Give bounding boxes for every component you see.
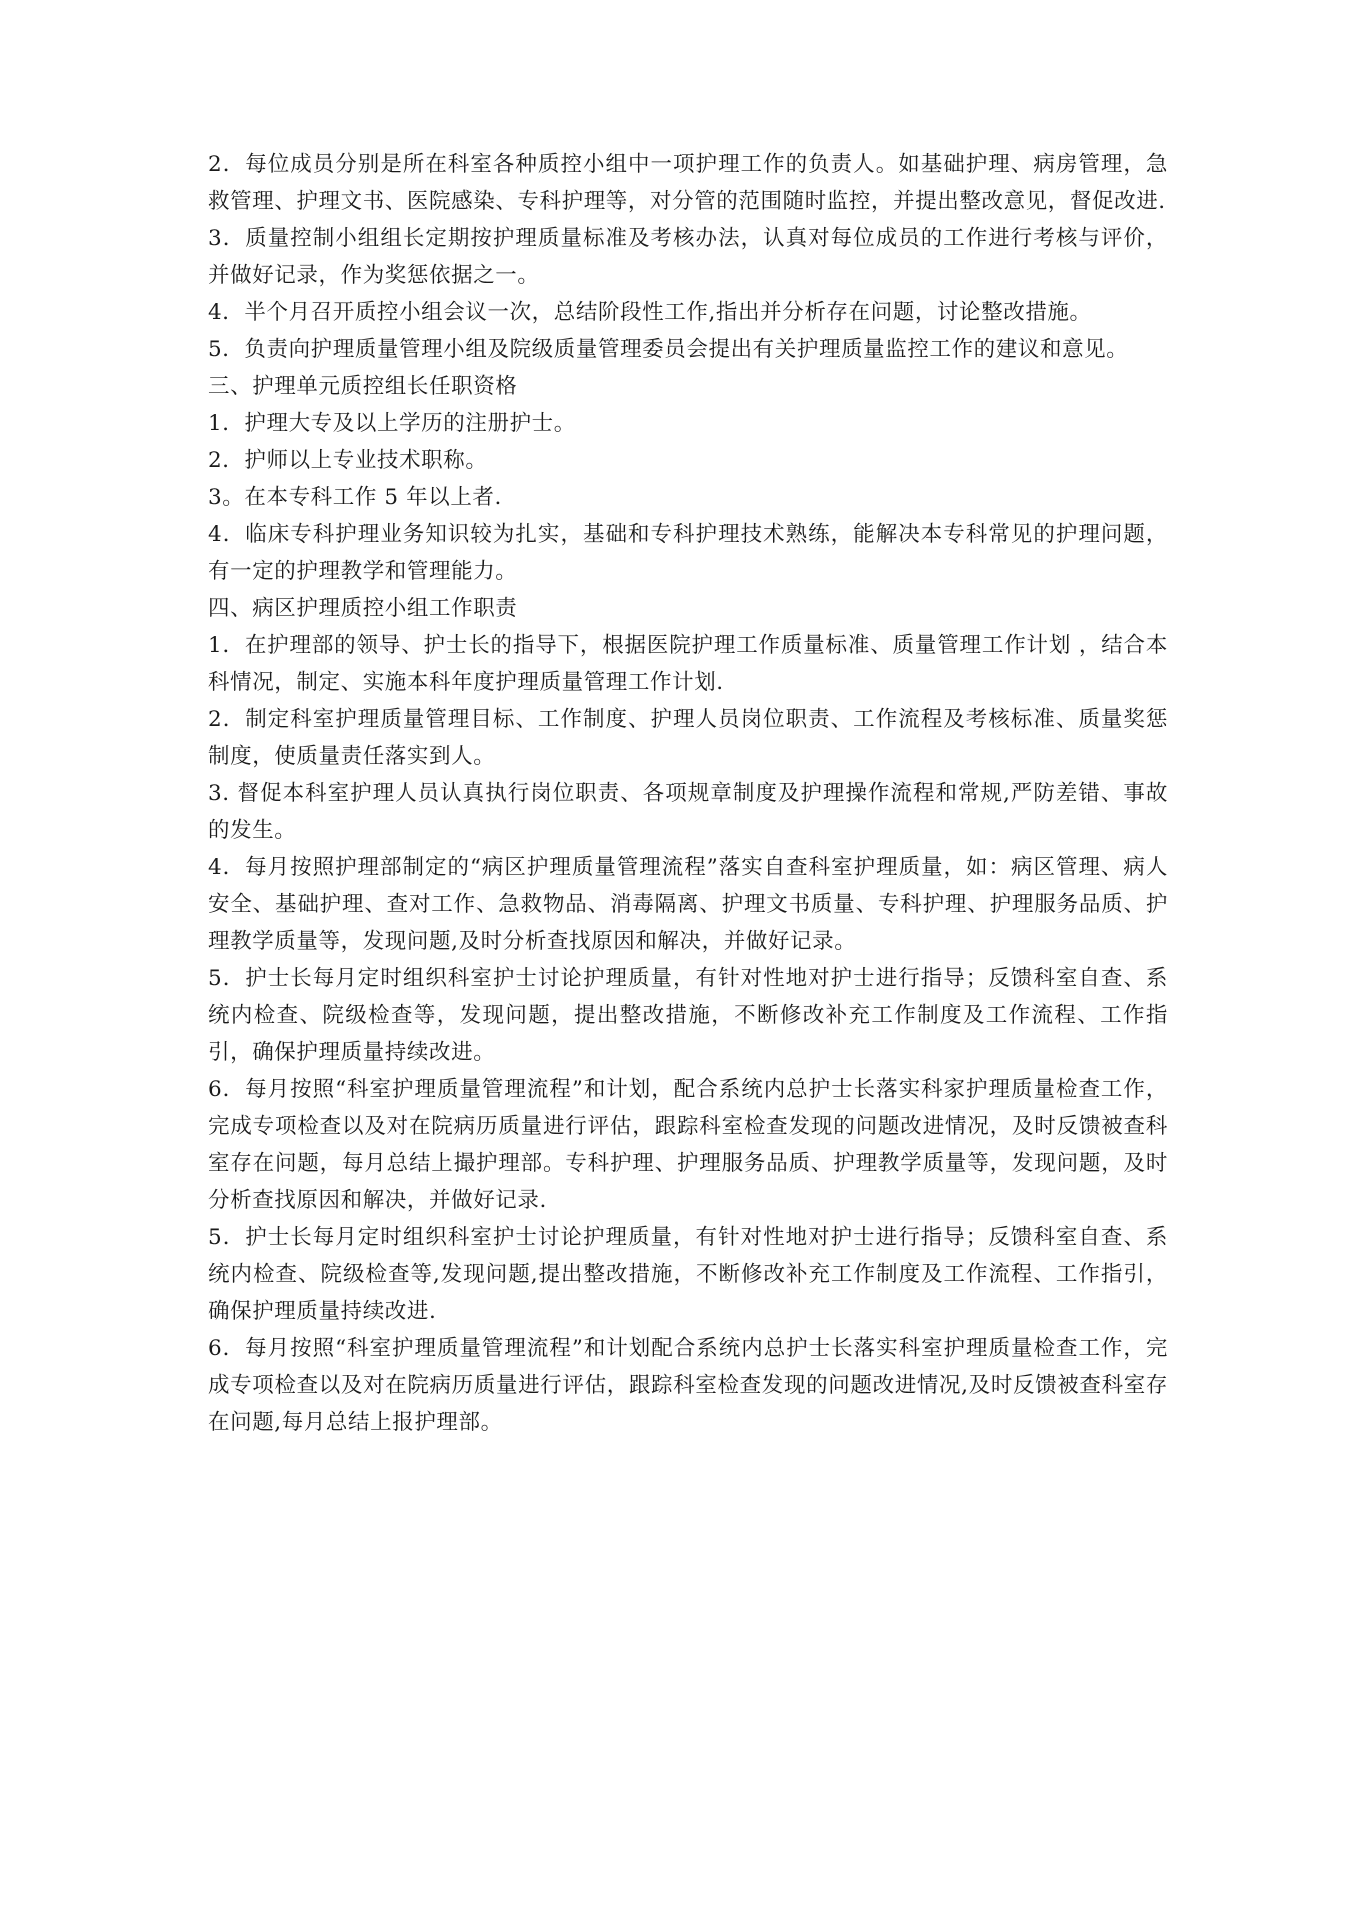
paragraph: 4．每月按照护理部制定的“病区护理质量管理流程”落实自查科室护理质量，如：病区管理、病人安全、基础护理、查对工作、急救物品、消毒隔离、护理文书质量、专科护理、护理服务品质、护理教学质量等，发现问题,及时分析查找原因和解决，并做好记录。: [208, 855, 1168, 954]
paragraph: 1．护理大专及以上学历的注册护士。: [208, 411, 576, 436]
paragraph: 2．制定科室护理质量管理目标、工作制度、护理人员岗位职责、工作流程及考核标准、质量奖惩制度，使质量责任落实到人。: [208, 707, 1168, 769]
paragraph: 1．在护理部的领导、护士长的指导下，根据医院护理工作质量标准、质量管理工作计划 ，结合本科情况，制定、实施本科年度护理质量管理工作计划.: [208, 633, 1168, 695]
paragraph: 2．每位成员分别是所在科室各种质控小组中一项护理工作的负责人。如基础护理、病房管理，急救管理、护理文书、医院感染、专科护理等，对分管的范围随时监控，并提出整改意见，督促改进.: [208, 152, 1168, 214]
paragraph: 6．每月按照“科室护理质量管理流程”和计划配合系统内总护士长落实科室护理质量检查工作，完成专项检查以及对在院病历质量进行评估，跟踪科室检查发现的问题改进情况,及时反馈被查科室存在问题,每月总结上报护理部。: [208, 1336, 1168, 1435]
paragraph: 4．半个月召开质控小组会议一次，总结阶段性工作,指出并分析存在问题，讨论整改措施。: [208, 300, 1092, 325]
paragraph: 6．每月按照“科室护理质量管理流程”和计划，配合系统内总护士长落实科家护理质量检查工作，完成专项检查以及对在院病历质量进行评估，跟踪科室检查发现的问题改进情况，及时反馈被查科室存在问题，每月总结上撮护理部。专科护理、护理服务品质、护理教学质量等，发现问题，及时分析查找原因和解决，并做好记录.: [208, 1077, 1168, 1213]
paragraph: 3. 督促本科室护理人员认真执行岗位职责、各项规章制度及护理操作流程和常规,严防差错、事故的发生。: [208, 781, 1168, 843]
section-heading: 三、护理单元质控组长任职资格: [208, 374, 518, 399]
paragraph: 3。在本专科工作 5 年以上者.: [208, 485, 502, 510]
paragraph: 5．负责向护理质量管理小组及院级质量管理委员会提出有关护理质量监控工作的建议和意见。: [208, 337, 1129, 362]
section-heading: 四、病区护理质控小组工作职责: [208, 596, 518, 621]
paragraph: 5．护士长每月定时组织科室护士讨论护理质量，有针对性地对护士进行指导；反馈科室自查、系统内检查、院级检查等，发现问题，提出整改措施，不断修改补充工作制度及工作流程、工作指引，确保护理质量持续改进。: [208, 966, 1168, 1065]
paragraph: 2．护师以上专业技术职称。: [208, 448, 488, 473]
paragraph: 5．护士长每月定时组织科室护士讨论护理质量，有针对性地对护士进行指导；反馈科室自查、系统内检查、院级检查等,发现问题,提出整改措施，不断修改补充工作制度及工作流程、工作指引，确保护理质量持续改进.: [208, 1225, 1168, 1324]
document-body: [208, 146, 1168, 1441]
paragraph: 4．临床专科护理业务知识较为扎实，基础和专科护理技术熟练，能解决本专科常见的护理问题，有一定的护理教学和管理能力。: [208, 522, 1168, 584]
paragraph: 3．质量控制小组组长定期按护理质量标准及考核办法，认真对每位成员的工作进行考核与评价，并做好记录，作为奖惩依据之一。: [208, 226, 1168, 288]
